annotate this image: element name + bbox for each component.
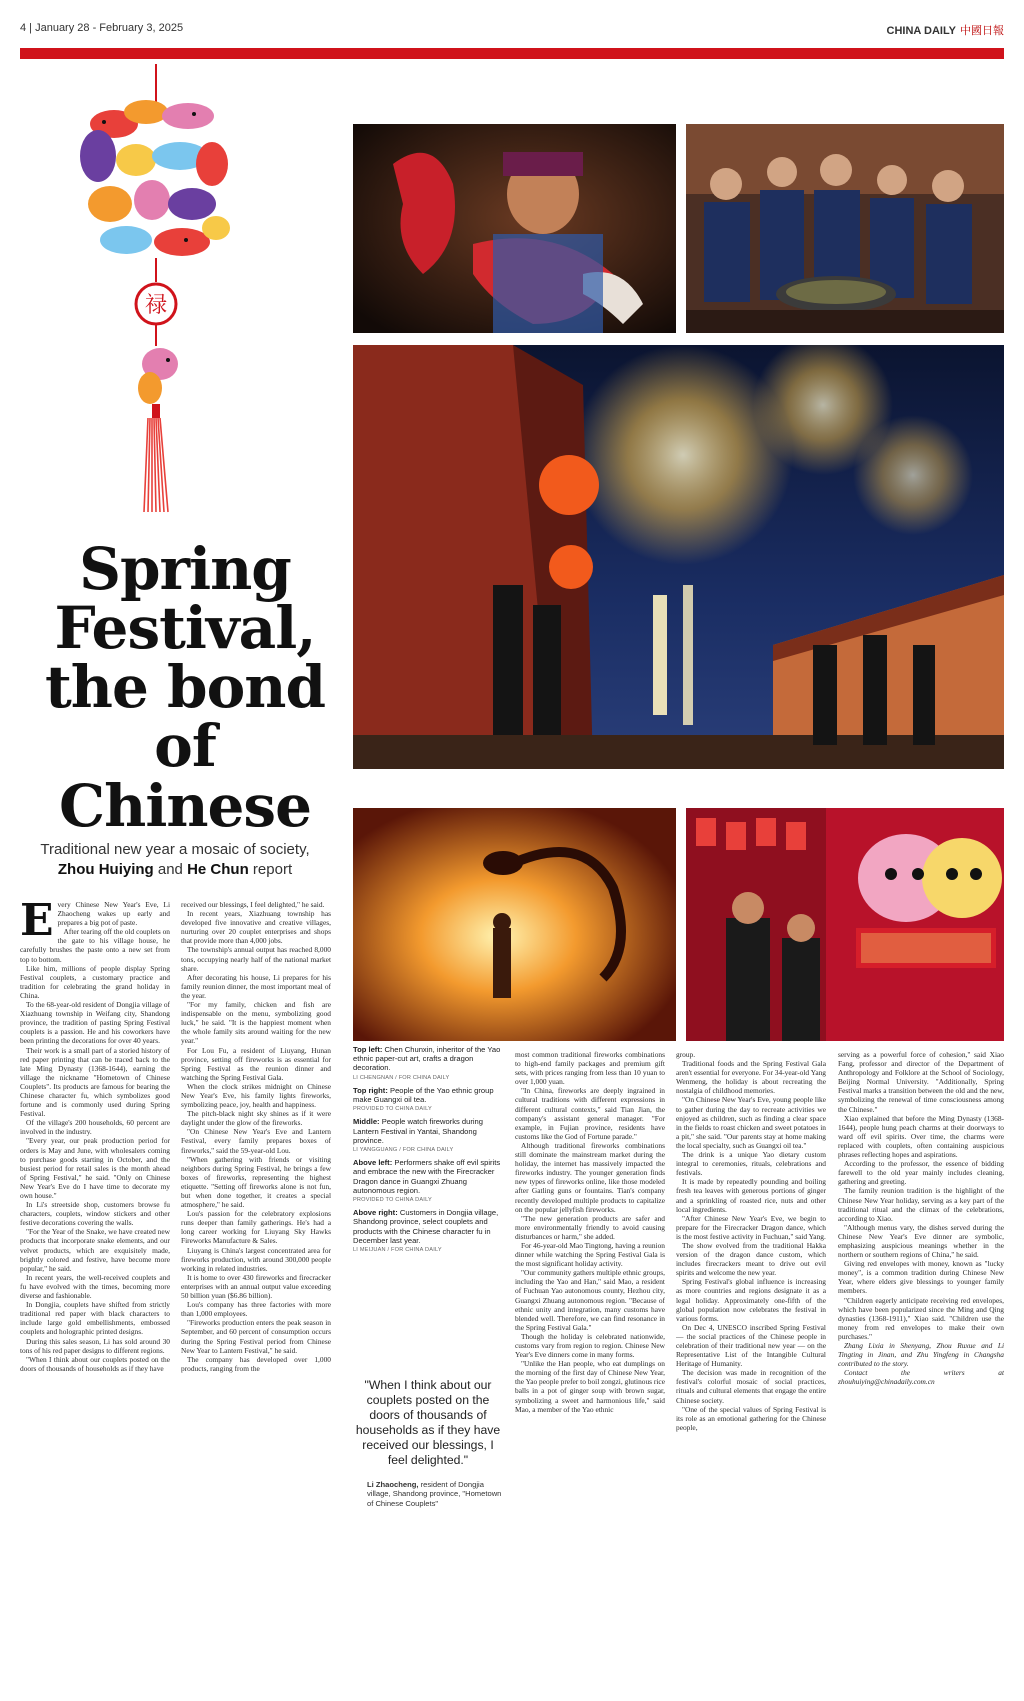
article-paragraph: "After Chinese New Year's Eve, we begin to prepare for the Firecracker Dragon dance, which is the most festive activity in Fuchuan," said Yang. bbox=[676, 1213, 826, 1241]
article-paragraph: It is made by repeatedly pounding and boiling fresh tea leaves with generous portions of ginger and a sprinkling of roasted rice, nuts and other local ingredients. bbox=[676, 1177, 826, 1214]
caption-credit: PROVIDED TO CHINA DAILY bbox=[353, 1106, 432, 1113]
caption-text: People of the Yao ethnic group make Guangxi oil tea. bbox=[353, 1085, 494, 1105]
article-paragraph: "Children eagerly anticipate receiving red envelopes, which have been popularized since the Ming and Qing dynasties (1368-1911)," Xiao said. "Children use the money from red envelopes to make their own purchases." bbox=[838, 1295, 1004, 1341]
headline-line: the bond bbox=[44, 653, 326, 722]
pull-quote-text: "When I think about our couplets posted on the doors of thousands of households as if they have received our blessings, I feel delighted." bbox=[355, 1378, 501, 1467]
pull-quote bbox=[353, 1378, 503, 1508]
byline-author: Zhou Huiying bbox=[57, 861, 154, 879]
article-paragraph: received our blessings, I feel delighted," he said. bbox=[181, 900, 325, 909]
article-paragraph: After tearing off the old couplets on the gate to his village house, he carefully brushes the paste onto a new set from top to bottom. bbox=[20, 927, 170, 964]
article-paragraph: "Our community gathers multiple ethnic groups, including the Yao and Han," said Mao, a resident of Fuchuan Yao autonomous county, Hezhou city, Guangxi Zhuang autonomous region. "Because of ethnic unity and integration, many customs have blended well. Therefore, we can find resonance in the Spring Festival Gala." bbox=[515, 1268, 665, 1332]
article-paragraph: "One of the special values of Spring Festival is its role as an emotional gathering for the Chinese people, bbox=[676, 1404, 826, 1432]
article-paragraph: "Unlike the Han people, who eat dumplings on the morning of the first day of Chinese New Year, the Yao people prefer to boil zongzi, glutinous rice balls in a pot of ginger soup with brown sugar, symbolizing a sweet and harmonious life," said Mao, a member of the Yao ethnic bbox=[515, 1359, 665, 1414]
fire-dragon-dance-icon bbox=[353, 808, 676, 1041]
article-paragraph: Though the holiday is celebrated nationwide, customs vary from region to region. Chinese New Year's Eve dinners come in many forms. bbox=[515, 1331, 665, 1360]
caption-label: Top left: bbox=[353, 1045, 383, 1054]
caption-credit: LI CHENGNAN / FOR CHINA DAILY bbox=[353, 1074, 450, 1081]
article-paragraph: Liuyang is China's largest concentrated area for fireworks production, with around 300,000 people working in related industries. bbox=[181, 1245, 331, 1273]
article-column-4 bbox=[676, 1050, 826, 1680]
article-contributors: Zhang Lixia in Shenyang, Zhou Ruxue and Li Tingting in Jinan, and Zhu Yingfeng in Changsha contributed to the story. bbox=[838, 1341, 1004, 1369]
article-paragraph: "When gathering with friends or visiting neighbors during Spring Festival, he brings a few boxes of fireworks, representing the highest etiquette. "Setting off fireworks alone is not fun, but when done together, it creates a special atmosphere," he said. bbox=[181, 1154, 331, 1210]
article-paragraph: "Although menus vary, the dishes served during the Chinese New Year's Eve dinner are symbolic, emphasizing auspicious meanings whether in the northern or southern regions of China," he said. bbox=[838, 1222, 1004, 1260]
caption-credit: LI MEIJUAN / FOR CHINA DAILY bbox=[353, 1247, 442, 1254]
article-paragraph: Traditional foods and the Spring Festival Gala aren't essential for everyone. For 34-year-old Yang Wenmeng, the holiday is about recreating the nostalgia of childhood memories. bbox=[676, 1059, 826, 1096]
article-column-3 bbox=[515, 1050, 665, 1680]
article-paragraph: After decorating his house, Li prepares for his family reunion dinner, the most important meal of the year. bbox=[181, 972, 331, 1000]
article-paragraph: Spring Festival's global influence is increasing as more countries and regions designate it as a legal holiday. Approximately one-fifth of the global population now celebrates the festival in various forms. bbox=[676, 1277, 826, 1323]
article-paragraph: "Fireworks production enters the peak season in September, and 60 percent of consumption occurs during the Spring Festival period from Chinese New Year to Lantern Festival," he said. bbox=[181, 1318, 331, 1355]
caption-label: Above right: bbox=[353, 1208, 398, 1218]
page-info: 4 | January 28 - February 3, 2025 bbox=[20, 22, 184, 34]
photo-top-left bbox=[353, 124, 676, 333]
article-paragraph: "On Chinese New Year's Eve and Lantern Festival, every family prepares boxes of fireworks," said the 59-year-old Lou. bbox=[181, 1127, 331, 1155]
byline-author: He Chun bbox=[187, 861, 249, 879]
headline-line: Spring bbox=[79, 535, 291, 603]
deck bbox=[20, 840, 330, 881]
article-paragraph: In Li's streetside shop, customers browse fu characters, couplets, window stickers and other festive decorations covering the walls. bbox=[20, 1200, 170, 1228]
article-column-1 bbox=[20, 900, 170, 1680]
publication-title: CHINA DAILY bbox=[886, 25, 956, 37]
publication-name bbox=[887, 22, 1004, 38]
caption-credit: LI YANGGUANG / FOR CHINA DAILY bbox=[353, 1147, 454, 1154]
snake-year-decoration-icon bbox=[686, 808, 1004, 1041]
article-paragraph: For Lou Fu, a resident of Liuyang, Hunan province, setting off fireworks is as essential for Spring Festival as the reunion dinner and watching the Spring Festival Gala. bbox=[181, 1045, 331, 1082]
caption-text: Customers in Dongjia village, Shandong province, select couplets and products with the Chinese character fu in December last year. bbox=[353, 1208, 499, 1245]
article-column-2 bbox=[181, 900, 331, 1680]
page-header bbox=[20, 10, 1004, 46]
caption-label: Middle: bbox=[353, 1117, 380, 1127]
caption bbox=[353, 1045, 503, 1083]
caption-label: Above left: bbox=[353, 1158, 393, 1168]
article-paragraph: In Dongjia, couplets have shifted from strictly traditional red paper with black characters to include large gold embellishments, embossed couplets and holographic printed designs. bbox=[20, 1300, 170, 1337]
article-paragraph: The drink is a unique Yao dietary custom integral to ceremonies, rituals, celebrations and festivals. bbox=[676, 1150, 826, 1178]
article-paragraph: Lou's passion for the celebratory explosions runs deeper than family gatherings. He's had a long career working for Liuyang Sky Hawks Fireworks Manufacture & Sales. bbox=[181, 1209, 331, 1246]
article-paragraph: The company has developed over 1,000 products, ranging from the bbox=[181, 1354, 331, 1373]
photo-bottom-right bbox=[686, 808, 1004, 1041]
article-contact: Contact the writers at zhouhuiying@chinadaily.com.cn bbox=[838, 1368, 1004, 1387]
fireworks-alley-icon bbox=[353, 345, 1004, 769]
drop-cap: E bbox=[20, 900, 54, 946]
pull-quote-name: Li Zhaocheng, bbox=[367, 1480, 419, 1489]
caption bbox=[353, 1086, 503, 1115]
article-paragraph: The pitch-black night sky shines as if it were daylight under the glow of the fireworks. bbox=[181, 1109, 331, 1128]
fu-ornament-icon bbox=[76, 64, 236, 514]
article-paragraph: most common traditional fireworks combinations to high-end family packages and premium gift sets, with prices ranging from less than 10 yuan to over 1,000 yuan. bbox=[515, 1050, 665, 1087]
article-paragraph: When the clock strikes midnight on Chinese New Year's Eve, his family lights fireworks, symbolizing peace, joy, health and happiness. bbox=[181, 1081, 331, 1110]
caption bbox=[353, 1208, 503, 1255]
article-paragraph: Of the village's 200 households, 60 percent are involved in the industry. bbox=[20, 1118, 170, 1137]
article-paragraph: "The new generation products are safer and more environmentally friendly to avoid causing disturbances or harm," she added. bbox=[515, 1213, 665, 1241]
headline bbox=[40, 535, 330, 840]
photo-captions bbox=[353, 1045, 503, 1258]
article-paragraph: Xiao explained that before the Ming Dynasty (1368-1644), people hung peach charms at their doorways to ward off evil spirits. Over time, the charms were replaced with couplets, often containing auspicious phrases reflecting hopes and aspirations. bbox=[838, 1113, 1004, 1160]
caption-text: People watch fireworks during Lantern Festival in Yantai, Shandong province. bbox=[353, 1117, 484, 1145]
paragraph-text: very Chinese New Year's Eve, Li Zhaocheng wakes up early and prepares a big pot of paste. bbox=[57, 900, 170, 928]
article-paragraph: For 46-year-old Mao Tingtong, having a reunion dinner while watching the Spring Festival Gala is the most significant holiday activity. bbox=[515, 1240, 665, 1269]
article-paragraph: According to the professor, the essence of bidding farewell to the old year mainly includes cleaning, gathering and greeting. bbox=[838, 1159, 1004, 1187]
caption-text: Performers shake off evil spirits and embrace the new with the Firecracker Dragon dance in Guangxi Zhuang autonomous region. bbox=[353, 1158, 501, 1195]
headline-line: Festival, bbox=[54, 594, 316, 663]
article-paragraph: Although traditional fireworks combinations still dominate the mainstream market during the holiday, the internet has massively impacted the fireworks industry. The younger generation finds new types of fireworks online, like those modeled after Gatling guns or fountains. Tian's company recently developed multiple products to capitalize on the popular jellyfish fireworks. bbox=[515, 1140, 665, 1214]
article-paragraph: "Every year, our peak production period for orders is May and June, with wholesalers coming to purchase goods starting in October, and the busiest period for retail sales is the month ahead of Spring Festival," he said. "Only on Chinese New Year's Eve do I have time to decorate my own house." bbox=[20, 1136, 170, 1200]
article-paragraph: The township's annual output has reached 8,000 tons, occupying nearly half of the national market share. bbox=[181, 945, 331, 973]
photo-bottom-left bbox=[353, 808, 676, 1041]
article-paragraph: Like him, millions of people display Spring Festival couplets, a customary practice and tradition for celebrating the grand holiday in China. bbox=[20, 963, 170, 1000]
article-paragraph: On Dec 4, UNESCO inscribed Spring Festival — the social practices of the Chinese people in celebration of their traditional new year — on the Representative List of the Intangible Cultural Heritage of Humanity. bbox=[676, 1322, 826, 1369]
article-paragraph: It is home to over 430 fireworks and firecracker enterprises with an annual output value exceeding 50 billion yuan ($6.86 billion). bbox=[181, 1272, 331, 1301]
article-paragraph: The show evolved from the traditional Hakka version of the dragon dance custom, which includes firecrackers meant to drive out evil spirits and welcome the new year. bbox=[676, 1240, 826, 1278]
article-paragraph: In recent years, Xiazhuang township has developed five innovative and creative villages, nurturing over 20 couplet enterprises and shops that provide more than 4,000 jobs. bbox=[181, 909, 331, 946]
article-column-5 bbox=[838, 1050, 1004, 1680]
pull-quote-role: resident of Dongjia village, Shandong province, "Hometown of Chinese Couplets" bbox=[367, 1480, 502, 1508]
photo-top-right bbox=[686, 124, 1004, 333]
article-paragraph: The family reunion tradition is the highlight of the Chinese New Year holiday, serving as a key part of the traditional ritual and the climax of the celebrations, according to Xiao. bbox=[838, 1186, 1004, 1223]
article-paragraph: The decision was made in recognition of the festival's colorful mosaic of social practices, rituals and cultural elements that engage the entire Chinese society. bbox=[676, 1368, 826, 1405]
article-paragraph: "For my family, chicken and fish are indispensable on the menu, symbolizing good luck," he said. "It is the happiest moment when the whole family sits around waiting for the new year." bbox=[181, 1000, 331, 1046]
article-paragraph: serving as a powerful force of cohesion," said Xiao Fang, professor and director of the Department of Anthropology and Folklore at the School of Sociology, Beijing Normal University. "Additionally, Spring Festival marks a transition between the old and the new, symbolizing the renewal of time consciousness among the Chinese." bbox=[838, 1050, 1004, 1114]
article-paragraph: group. bbox=[676, 1050, 696, 1059]
caption-label: Top right: bbox=[353, 1085, 388, 1095]
pull-quote-attribution bbox=[353, 1480, 503, 1508]
deck-text: Traditional new year a mosaic of society, bbox=[40, 841, 310, 858]
article-paragraph: Lou's company has three factories with more than 1,000 employees. bbox=[181, 1300, 331, 1319]
byline bbox=[20, 860, 330, 880]
ornament-character: 禄 bbox=[144, 293, 168, 318]
article-paragraph: "When I think about our couplets posted on the doors of thousands of households as if they have bbox=[20, 1354, 170, 1373]
article-paragraph: "For the Year of the Snake, we have created new products that incorporate snake elements, and our velvet products, which are exquisitely made, brightly colored and festive, have become more popular," he said. bbox=[20, 1227, 170, 1273]
caption bbox=[353, 1158, 503, 1205]
article-paragraph: During this sales season, Li has sold around 30 tons of his red paper designs to different regions. bbox=[20, 1336, 170, 1355]
paper-cut-artist-icon bbox=[353, 124, 676, 333]
girls-making-tea-icon bbox=[686, 124, 1004, 333]
caption-credit: PROVIDED TO CHINA DAILY bbox=[353, 1197, 432, 1204]
publication-title-cn: 中國日報 bbox=[960, 25, 1004, 37]
article-paragraph: "On Chinese New Year's Eve, young people like to gather during the day to recreate activities we enjoyed as children, such as finding a clear space in the fields to roast chicken and sweet potatoes in a pit," she said. "Our parents stay at home making the local specialty, such as Guangxi oil tea." bbox=[676, 1095, 826, 1150]
header-red-bar bbox=[20, 48, 1004, 59]
byline-and: and bbox=[157, 861, 183, 879]
article-paragraph: Their work is a small part of a storied history of red paper printing that can be traced back to the late Ming Dynasty (1368-1644), earning the village the nickname "Hometown of Chinese Couplets". Its products are famous for bearing the Chinese character fu, which symbolizes good fortune and is commonly used during Spring Festival. bbox=[20, 1045, 170, 1119]
caption bbox=[353, 1117, 503, 1155]
article-paragraph: Giving red envelopes with money, known as "lucky money", is a common tradition during Chinese New Year, where elders give blessings to younger family members. bbox=[838, 1259, 1004, 1296]
article-paragraph: In recent years, the well-received couplets and fu have evolved with the times, becoming more diverse and fashionable. bbox=[20, 1272, 170, 1301]
article-paragraph: "In China, fireworks are deeply ingrained in cultural traditions with different expressions in different cultural contexts," said Tian Jian, the company's assistant general manager. "For example, in Fujian province, residents have customs like the God of Fortune parade." bbox=[515, 1086, 665, 1141]
headline-line: of Chinese bbox=[59, 712, 311, 840]
byline-verb: report bbox=[252, 861, 293, 879]
article-paragraph: To the 68-year-old resident of Dongjia village of Xiazhuang township in Weifang city, Shandong province, the tradition of pasting Spring Festival couplets is a passion. He and his coworkers have been printing the decorations for over 40 years. bbox=[20, 1000, 170, 1046]
caption-text: Chen Chunxin, inheritor of the Yao ethnic paper-cut art, crafts a dragon decoration. bbox=[353, 1045, 501, 1073]
photo-middle bbox=[353, 345, 1004, 769]
